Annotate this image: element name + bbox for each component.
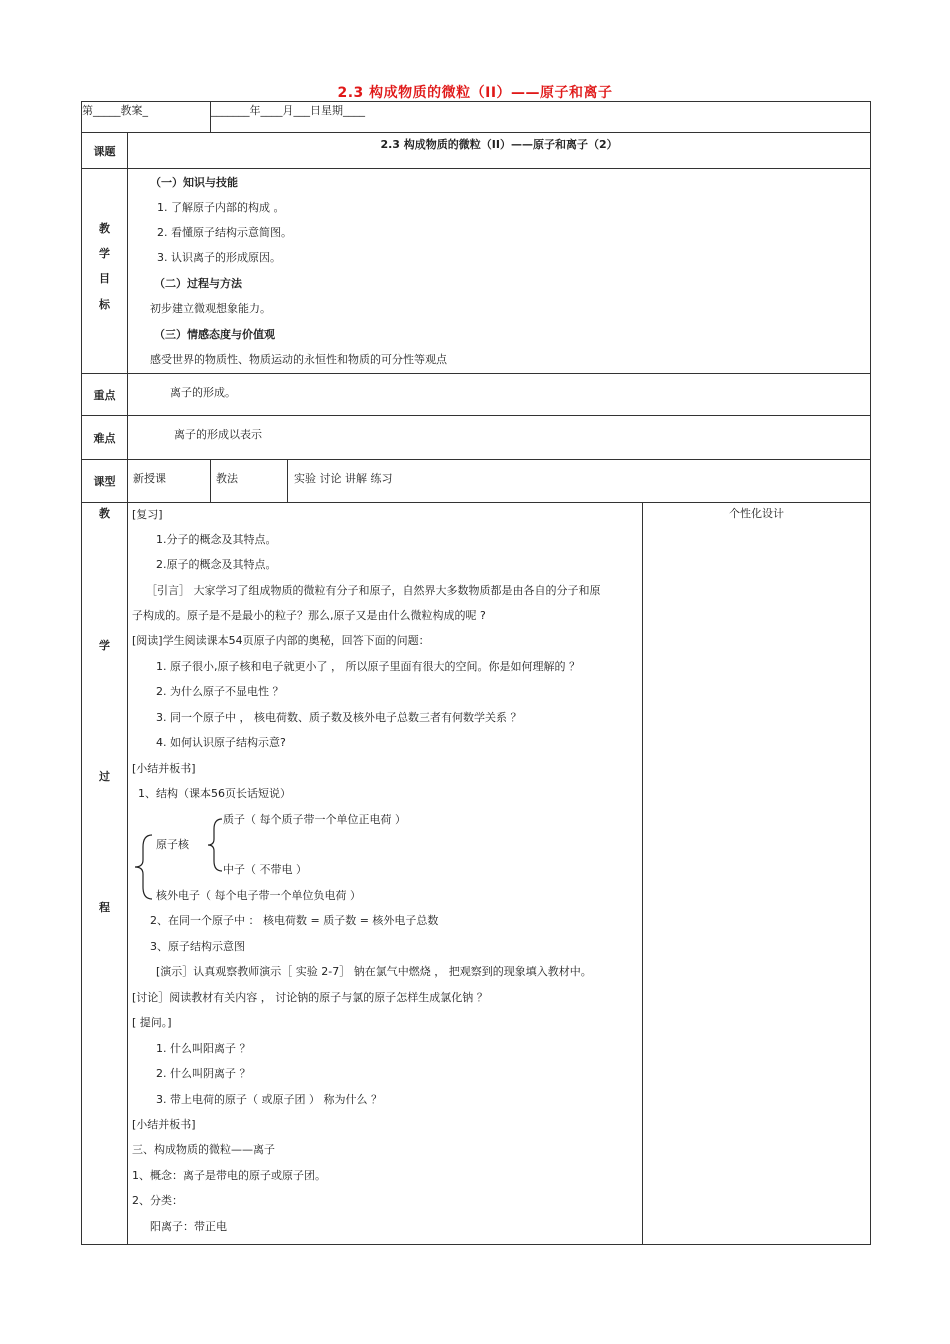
goals-heading-process: （二）过程与方法: [154, 277, 242, 290]
topic-value: 2.3 构成物质的微粒（II）——原子和离子（2）: [128, 133, 871, 169]
process-line: 三、构成物质的微粒——离子: [132, 1143, 275, 1156]
electron-text: 核外电子（ 每个电子带一个单位负电荷 ）: [156, 889, 361, 902]
difficult-row: [82, 416, 871, 460]
goals-label-char: 学: [99, 247, 110, 260]
process-line: [复习]: [132, 508, 163, 521]
key-row: [82, 374, 871, 416]
goals-label: [82, 169, 128, 374]
process-line: 2.原子的概念及其特点。: [156, 558, 277, 571]
personalized-design-cell: [643, 503, 871, 1245]
process-line: 阳离子：带正电: [150, 1220, 227, 1233]
process-label-char: 程: [99, 901, 110, 914]
neutron-text: 中子（ 不带电 ）: [223, 863, 307, 876]
difficult-value: 离子的形成以表示: [128, 416, 871, 460]
process-label-char: 教: [99, 507, 110, 520]
lesson-type-value: 新授课: [128, 460, 211, 503]
process-line: 1. 什么叫阳离子 ？: [156, 1042, 251, 1055]
lesson-number-cell: [82, 102, 211, 133]
goals-label-char: 目: [99, 272, 110, 285]
goals-item: 初步建立微观想象能力。: [150, 302, 271, 315]
process-line: 1. 原子很小,原子核和电子就更小了 ， 所以原子里面有很大的空间。你是如何理解的 ？: [156, 660, 580, 673]
lesson-number: 第_____教案_: [82, 104, 148, 117]
process-line: [演示］认真观察教师演示［ 实验 2-7］ 钠在氯气中燃烧 ， 把观察到的现象填入教材中。: [156, 965, 592, 978]
process-line: [小结并板书]: [132, 1118, 196, 1131]
personalized-design-header: 个性化设计: [729, 507, 785, 520]
atom-brace-icon: [132, 833, 154, 901]
document-title: 2.3 构成物质的微粒（II）——原子和离子: [337, 85, 613, 101]
process-content: [128, 503, 643, 1245]
process-line: 4. 如何认识原子结构示意?: [156, 736, 286, 749]
process-line: [阅读]学生阅读课本54页原子内部的奥秘，回答下面的问题：: [132, 634, 430, 647]
process-label-char: 过: [99, 770, 110, 783]
process-line: 1、结构（课本56页长话短说）: [138, 787, 291, 800]
topic-label: 课题: [82, 133, 128, 169]
process-line: [ 提问。]: [132, 1016, 172, 1029]
method-label: 教法: [211, 460, 288, 503]
goals-item: 2. 看懂原子结构示意简图。: [157, 226, 292, 239]
process-line: 1、概念：离子是带电的原子或原子团。: [132, 1169, 326, 1182]
goals-heading-knowledge: （一）知识与技能: [150, 176, 238, 189]
goals-item: 1. 了解原子内部的构成 。: [157, 201, 285, 214]
process-line: 2、在同一个原子中 ： 核电荷数 = 质子数 = 核外电子总数: [150, 914, 439, 927]
goals-heading-attitude: （三）情感态度与价值观: [154, 328, 275, 341]
lesson-type-row: [82, 460, 871, 503]
process-line: 1.分子的概念及其特点。: [156, 533, 277, 546]
process-line: 子构成的。原子是不是最小的粒子？那么,原子又是由什么微粒构成的呢 ?: [132, 609, 486, 622]
date-line: _______年____月___日星期____: [211, 104, 365, 117]
goals-label-char: 标: [99, 298, 110, 311]
nucleus-brace-icon: [206, 817, 224, 873]
process-line: 3. 同一个原子中 ， 核电荷数、质子数及核外电子总数三者有何数学关系 ？: [156, 711, 522, 724]
process-line: ［引言］ 大家学习了组成物质的微粒有分子和原子，自然界大多数物质都是由各自的分子和原: [146, 584, 601, 597]
process-line: 2、分类：: [132, 1194, 183, 1207]
goals-label-char: 教: [99, 222, 110, 235]
nucleus-text: 原子核: [156, 838, 189, 851]
difficult-label: 难点: [82, 416, 128, 460]
goals-item: 3. 认识离子的形成原因。: [157, 251, 281, 264]
goals-item: 感受世界的物质性、物质运动的永恒性和物质的可分性等观点: [150, 353, 447, 366]
topic-row: [82, 133, 871, 169]
process-line: 2. 什么叫阴离子 ？: [156, 1067, 251, 1080]
process-line: 2. 为什么原子不显电性 ？: [156, 685, 284, 698]
process-label: [82, 503, 128, 1245]
lesson-type-label: 课型: [82, 460, 128, 503]
key-value: 离子的形成。: [128, 374, 871, 416]
process-row: [82, 503, 871, 1245]
key-label: 重点: [82, 374, 128, 416]
goals-content: [128, 169, 871, 374]
process-line: 3. 带上电荷的原子（ 或原子团 ） 称为什么 ？: [156, 1093, 382, 1106]
proton-text: 质子（ 每个质子带一个单位正电荷 ）: [223, 813, 406, 826]
process-label-char: 学: [99, 639, 110, 652]
process-line: 3、原子结构示意图: [150, 940, 245, 953]
process-line: [小结并板书]: [132, 762, 196, 775]
goals-row: [82, 169, 871, 374]
lesson-plan-table: [81, 101, 871, 1245]
process-line: [讨论］阅读教材有关内容 ， 讨论钠的原子与氯的原子怎样生成氯化钠 ？: [132, 991, 488, 1004]
header-row: [82, 102, 871, 133]
method-value: 实验 讨论 讲解 练习: [288, 460, 871, 503]
date-cell: [211, 102, 871, 133]
